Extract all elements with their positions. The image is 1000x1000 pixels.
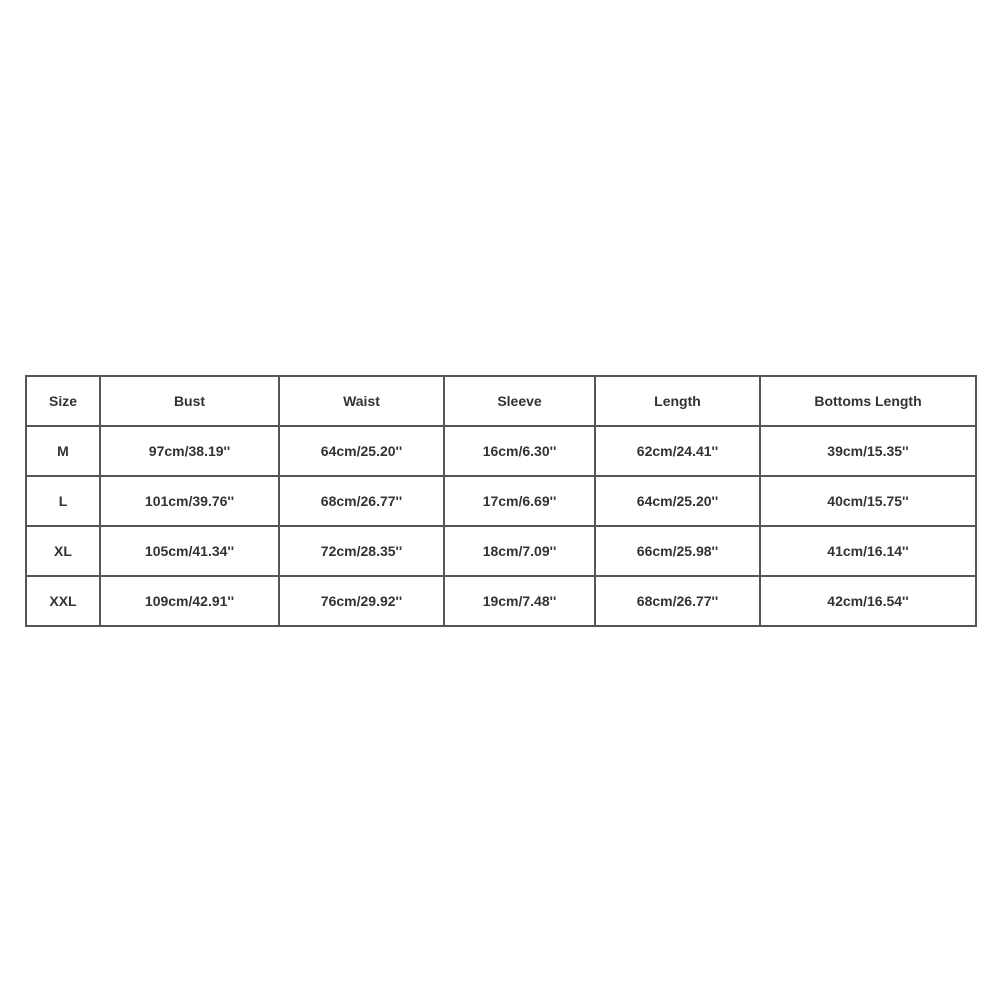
cell-waist: 76cm/29.92'' (279, 576, 444, 626)
cell-length: 62cm/24.41'' (595, 426, 760, 476)
cell-bottoms-length: 42cm/16.54'' (760, 576, 976, 626)
cell-bottoms-length: 39cm/15.35'' (760, 426, 976, 476)
cell-size: L (26, 476, 100, 526)
header-size: Size (26, 376, 100, 426)
cell-length: 68cm/26.77'' (595, 576, 760, 626)
cell-length: 64cm/25.20'' (595, 476, 760, 526)
header-sleeve: Sleeve (444, 376, 595, 426)
cell-size: M (26, 426, 100, 476)
table-row (26, 576, 976, 626)
cell-waist: 64cm/25.20'' (279, 426, 444, 476)
cell-sleeve: 16cm/6.30'' (444, 426, 595, 476)
header-waist: Waist (279, 376, 444, 426)
header-bust: Bust (100, 376, 279, 426)
cell-bust: 97cm/38.19'' (100, 426, 279, 476)
cell-sleeve: 17cm/6.69'' (444, 476, 595, 526)
table-row (26, 476, 976, 526)
header-row (26, 376, 976, 426)
cell-bust: 105cm/41.34'' (100, 526, 279, 576)
cell-bust: 101cm/39.76'' (100, 476, 279, 526)
cell-bottoms-length: 40cm/15.75'' (760, 476, 976, 526)
table-row (26, 426, 976, 476)
cell-waist: 68cm/26.77'' (279, 476, 444, 526)
cell-length: 66cm/25.98'' (595, 526, 760, 576)
cell-size: XL (26, 526, 100, 576)
cell-sleeve: 18cm/7.09'' (444, 526, 595, 576)
table-row (26, 526, 976, 576)
size-chart-table (25, 375, 977, 627)
cell-bust: 109cm/42.91'' (100, 576, 279, 626)
cell-sleeve: 19cm/7.48'' (444, 576, 595, 626)
cell-waist: 72cm/28.35'' (279, 526, 444, 576)
cell-bottoms-length: 41cm/16.14'' (760, 526, 976, 576)
cell-size: XXL (26, 576, 100, 626)
header-bottoms-length: Bottoms Length (760, 376, 976, 426)
header-length: Length (595, 376, 760, 426)
